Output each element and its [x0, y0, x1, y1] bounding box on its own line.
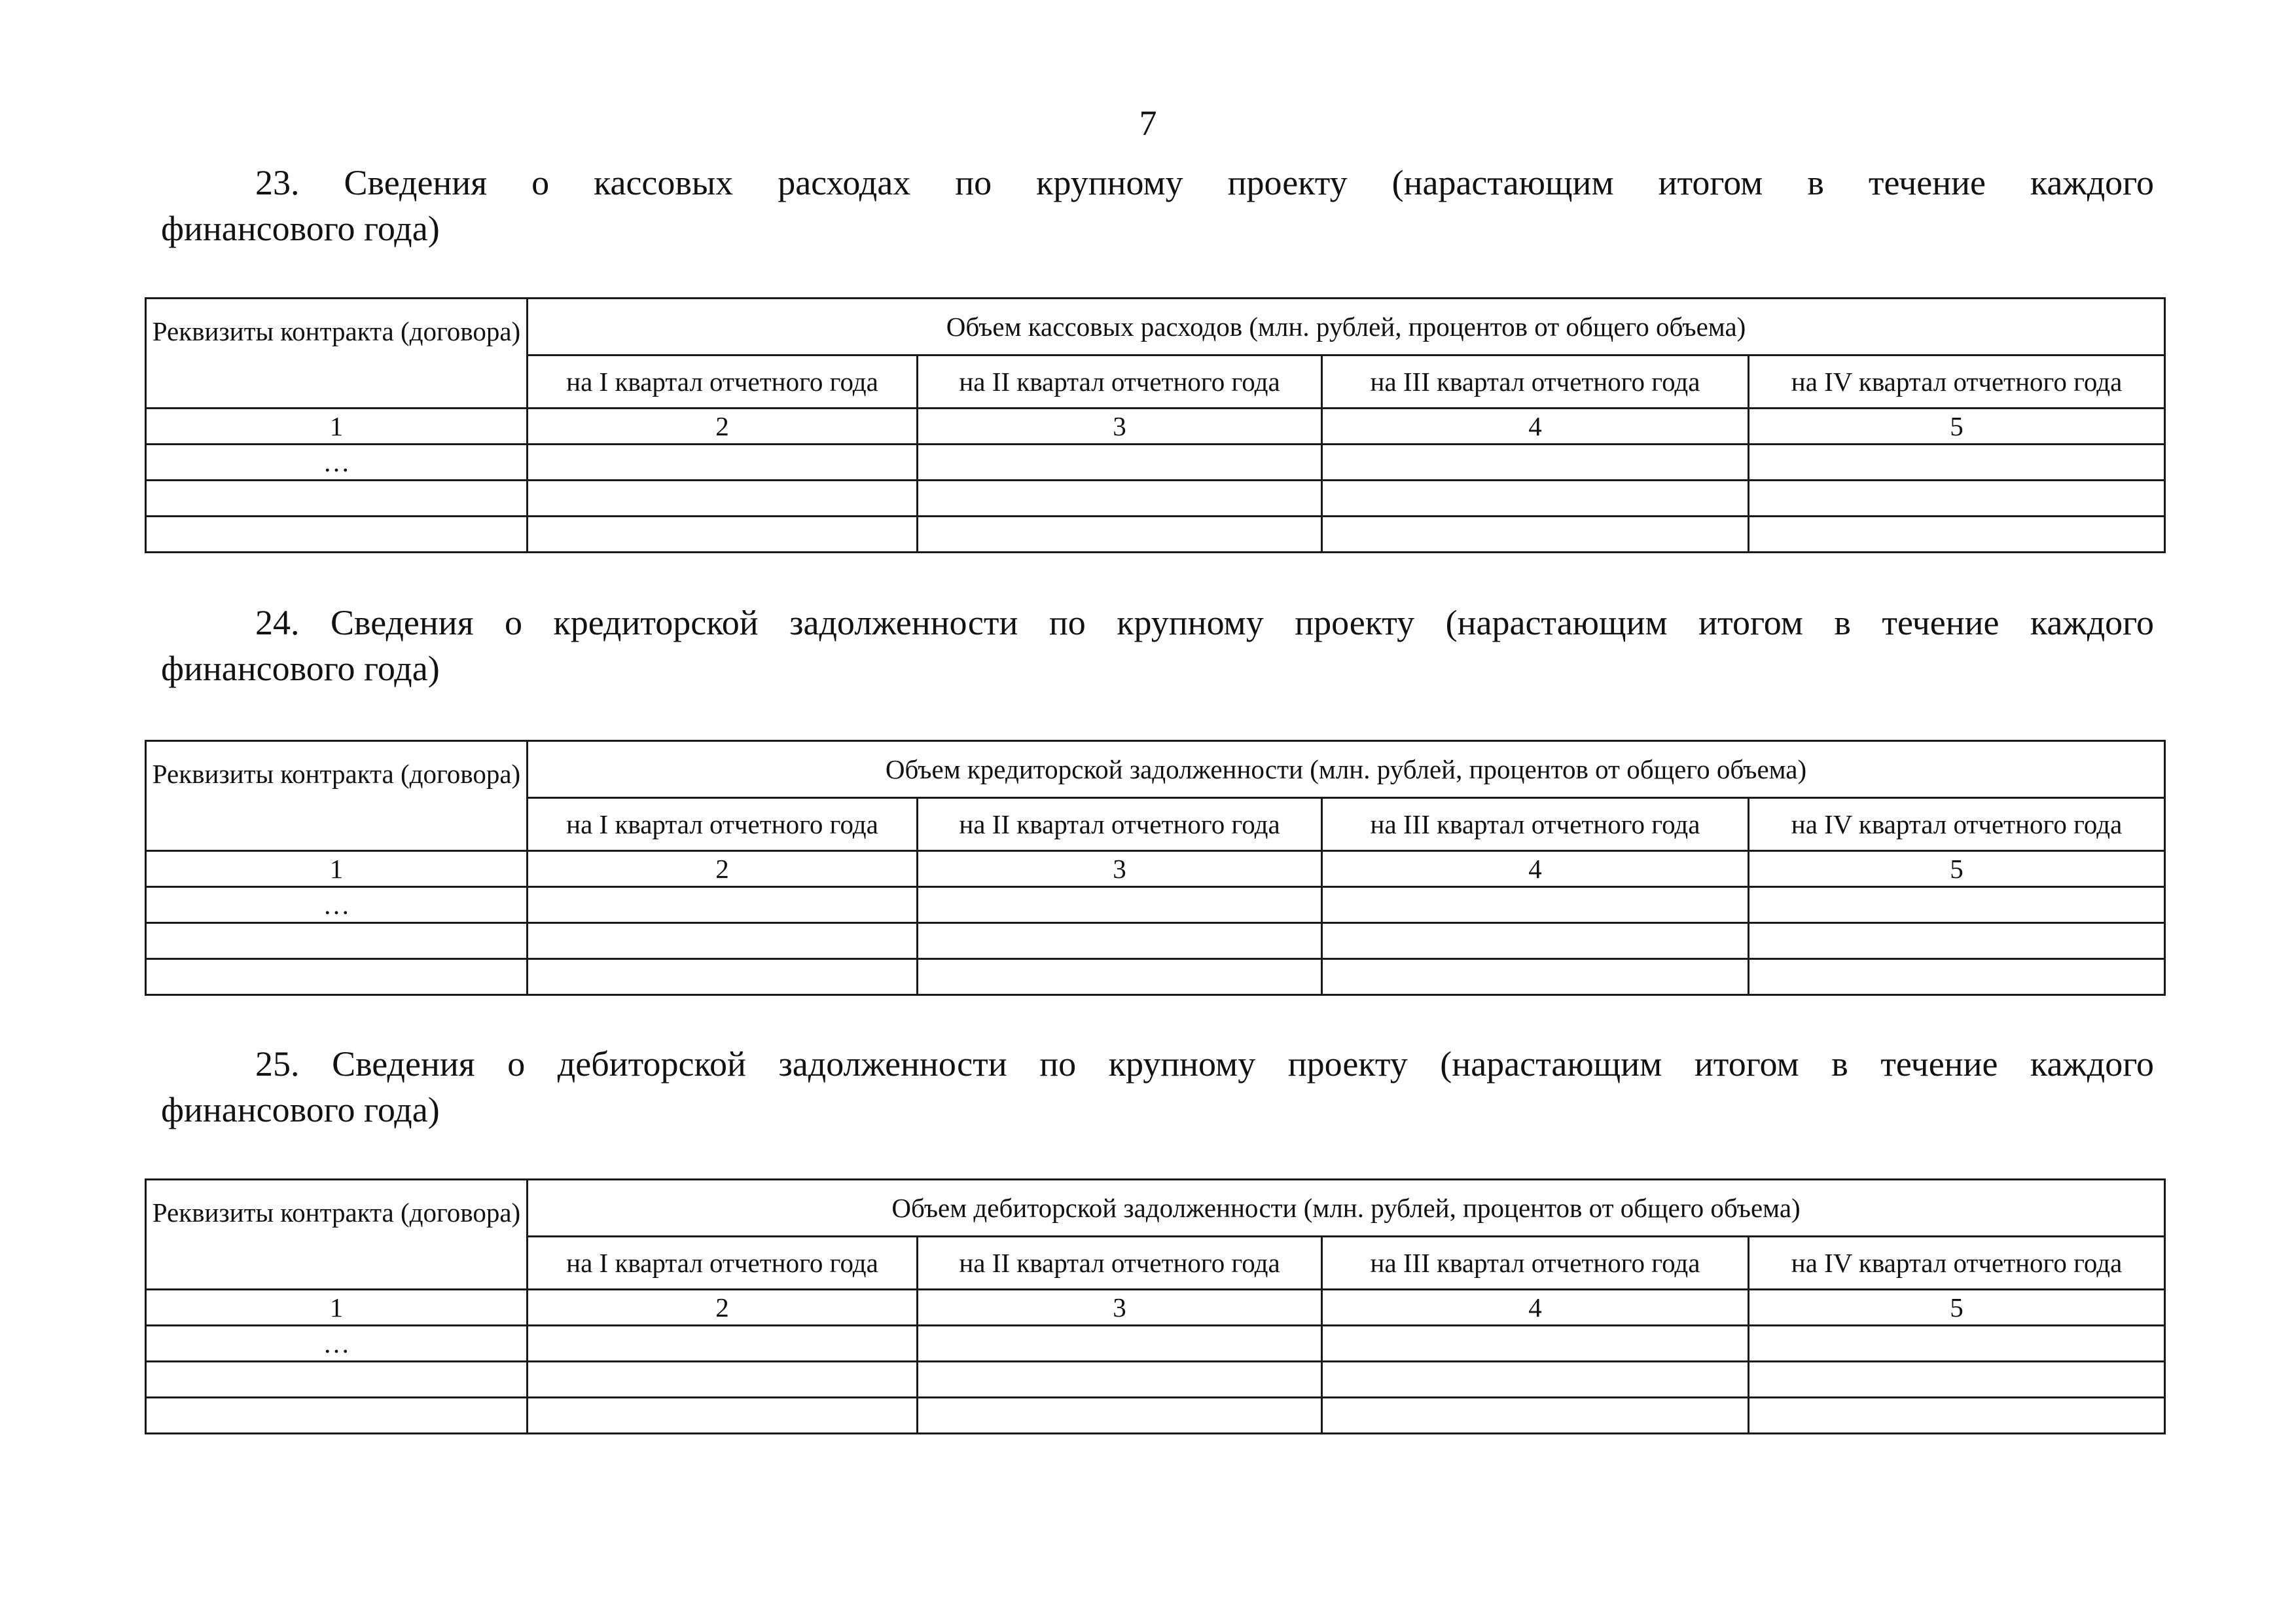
table-cell: [1749, 445, 2165, 481]
group-header: Объем дебиторской задолженности (млн. рублей, процентов от общего объема): [528, 1180, 2165, 1237]
contract-details-header: Реквизиты контракта (договора): [146, 299, 528, 409]
accounts-payable-table: [145, 740, 2166, 996]
column-number: 3: [918, 1290, 1322, 1326]
ellipsis-text: …: [323, 447, 350, 477]
quarter-1-header: на I квартал отчетного года: [528, 356, 918, 409]
table-cell: [528, 1326, 918, 1362]
table-cell: [918, 1362, 1322, 1398]
column-number: 2: [528, 409, 918, 445]
table-cell: [1322, 887, 1749, 923]
table-cell: [146, 1362, 528, 1398]
section-heading-line2: финансового года): [161, 1090, 440, 1129]
table-cell: [146, 481, 528, 517]
table-cell: [1749, 923, 2165, 959]
column-number: 1: [146, 851, 528, 887]
table-cell: [146, 517, 528, 553]
column-number-row: [146, 409, 2165, 445]
table-row: [146, 887, 2165, 923]
table-cell: [1322, 481, 1749, 517]
section-heading-line1: 24. Сведения о кредиторской задолженности по крупному проекту (нарастающим итогом в течение каждого: [255, 603, 2154, 642]
section-heading-line1: 23. Сведения о кассовых расходах по крупному проекту (нарастающим итогом в течение каждого: [255, 163, 2154, 202]
quarter-4-header: на IV квартал отчетного года: [1749, 356, 2165, 409]
table-cell: [1749, 1362, 2165, 1398]
quarter-2-header: на II квартал отчетного года: [918, 1237, 1322, 1290]
group-header: Объем кредиторской задолженности (млн. рублей, процентов от общего объема): [528, 741, 2165, 798]
table-cell: [146, 445, 528, 481]
column-number: 5: [1749, 1290, 2165, 1326]
table-cell: [1749, 887, 2165, 923]
ellipsis-text: …: [323, 1328, 350, 1359]
table-row: [146, 1398, 2165, 1434]
column-number: 5: [1749, 409, 2165, 445]
table-cell: [918, 1326, 1322, 1362]
quarter-4-header: на IV квартал отчетного года: [1749, 798, 2165, 851]
contract-details-header: Реквизиты контракта (договора): [146, 741, 528, 851]
table-cell: [528, 1362, 918, 1398]
table-cell: [146, 1326, 528, 1362]
ellipsis-text: …: [323, 890, 350, 920]
section-heading-line2: финансового года): [161, 209, 440, 248]
table-cell: [1749, 517, 2165, 553]
quarter-3-header: на III квартал отчетного года: [1322, 1237, 1749, 1290]
table-cell: [528, 445, 918, 481]
column-number: 3: [918, 409, 1322, 445]
table-cell: [1322, 517, 1749, 553]
table-cell: [918, 445, 1322, 481]
column-number: 2: [528, 851, 918, 887]
section-heading-25: [161, 1041, 2154, 1133]
table-header-row: [146, 1180, 2165, 1237]
table-cell: [918, 1398, 1322, 1434]
table-row: [146, 923, 2165, 959]
table-cell: [528, 517, 918, 553]
column-number: 1: [146, 1290, 528, 1326]
table-cell: [1749, 481, 2165, 517]
table-cell: [1322, 445, 1749, 481]
table-cell: [528, 923, 918, 959]
table-cell: [528, 887, 918, 923]
table-row: [146, 481, 2165, 517]
column-number-row: [146, 1290, 2165, 1326]
table-header-row: [146, 741, 2165, 798]
table-cell: [918, 959, 1322, 995]
table-cell: [1322, 959, 1749, 995]
column-number: 3: [918, 851, 1322, 887]
quarter-2-header: на II квартал отчетного года: [918, 798, 1322, 851]
table-cell: [146, 923, 528, 959]
group-header: Объем кассовых расходов (млн. рублей, процентов от общего объема): [528, 299, 2165, 356]
table-cell: [1322, 1326, 1749, 1362]
table-row: [146, 517, 2165, 553]
table-row: [146, 959, 2165, 995]
section-heading-line2: финансового года): [161, 649, 440, 688]
accounts-receivable-table: [145, 1178, 2166, 1434]
table-cell: [146, 959, 528, 995]
quarter-1-header: на I квартал отчетного года: [528, 798, 918, 851]
table-cell: [528, 959, 918, 995]
table-row: [146, 1326, 2165, 1362]
table-cell: [146, 887, 528, 923]
table-row: [146, 1362, 2165, 1398]
column-number: 4: [1322, 409, 1749, 445]
table-cell: [528, 1398, 918, 1434]
table-cell: [918, 517, 1322, 553]
quarter-1-header: на I квартал отчетного года: [528, 1237, 918, 1290]
section-heading-line1: 25. Сведения о дебиторской задолженности по крупному проекту (нарастающим итогом в течение каждого: [255, 1044, 2154, 1084]
quarter-3-header: на III квартал отчетного года: [1322, 798, 1749, 851]
column-number: 4: [1322, 851, 1749, 887]
table-cell: [1322, 1362, 1749, 1398]
table-cell: [1749, 1326, 2165, 1362]
table-cell: [146, 1398, 528, 1434]
quarter-2-header: на II квартал отчетного года: [918, 356, 1322, 409]
section-heading-24: [161, 600, 2154, 691]
page-number: 7: [1139, 103, 1157, 143]
table-row: [146, 445, 2165, 481]
column-number: 5: [1749, 851, 2165, 887]
table-cell: [918, 923, 1322, 959]
column-number: 1: [146, 409, 528, 445]
table-cell: [918, 887, 1322, 923]
table-cell: [1749, 959, 2165, 995]
column-number-row: [146, 851, 2165, 887]
table-header-row: [146, 299, 2165, 356]
column-number: 4: [1322, 1290, 1749, 1326]
column-number: 2: [528, 1290, 918, 1326]
table-cell: [918, 481, 1322, 517]
quarter-4-header: на IV квартал отчетного года: [1749, 1237, 2165, 1290]
cash-expenses-table: [145, 297, 2166, 553]
contract-details-header: Реквизиты контракта (договора): [146, 1180, 528, 1290]
table-cell: [1749, 1398, 2165, 1434]
quarter-3-header: на III квартал отчетного года: [1322, 356, 1749, 409]
table-cell: [528, 481, 918, 517]
table-cell: [1322, 923, 1749, 959]
table-cell: [1322, 1398, 1749, 1434]
section-heading-23: [161, 160, 2154, 251]
